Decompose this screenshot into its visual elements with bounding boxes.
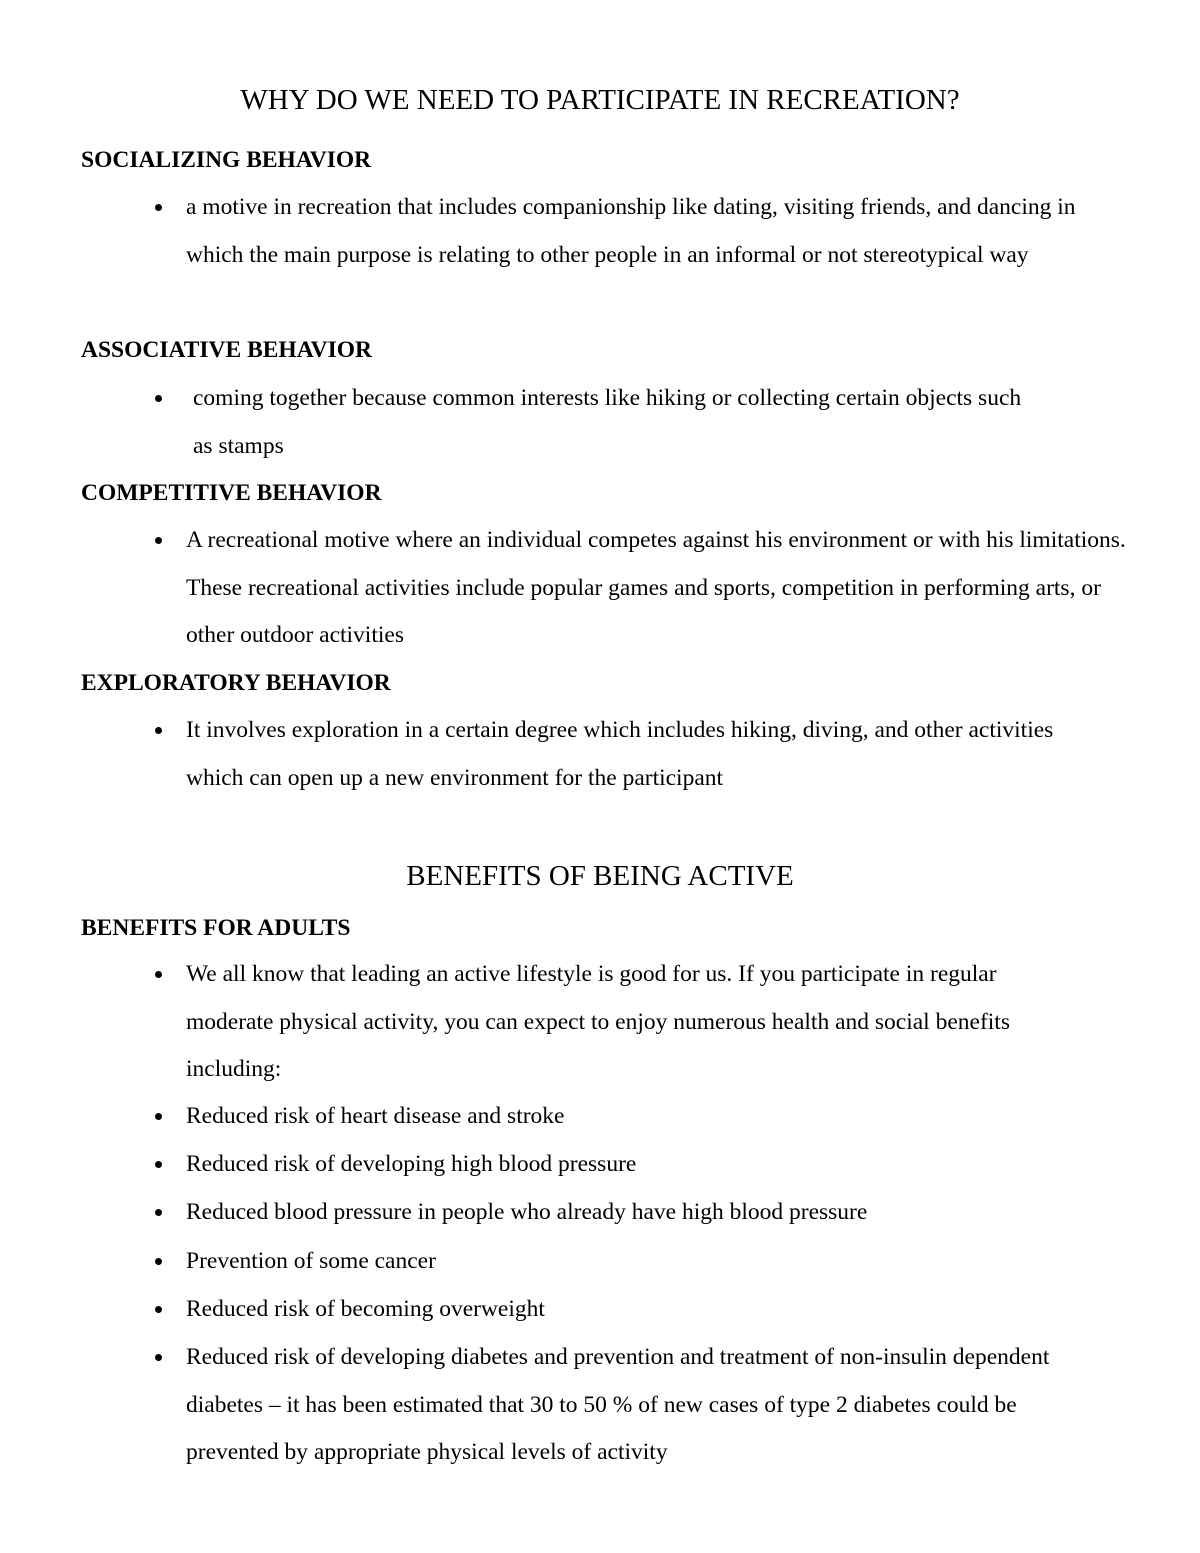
list-item-text: Reduced risk of becoming overweight	[186, 1296, 545, 1322]
bullet-icon	[155, 1258, 162, 1265]
heading-socializing-behavior: SOCIALIZING BEHAVIOR	[81, 147, 372, 173]
list-item-text: We all know that leading an active lifestyle is good for us. If you participate in regular moderate physical activity, you can expect to enjoy numerous health and social benefits including:	[186, 961, 1010, 1082]
list-item-competitive	[186, 517, 1126, 660]
heading-competitive-behavior: COMPETITIVE BEHAVIOR	[81, 480, 382, 506]
list-item-text: Reduced blood pressure in people who already have high blood pressure	[186, 1199, 868, 1225]
list-item-text: coming together because common interests like hiking or collecting certain objects such as stamps	[193, 385, 1022, 459]
bullet-icon	[155, 537, 162, 544]
bullet-icon	[155, 1161, 162, 1168]
heading-associative-behavior: ASSOCIATIVE BEHAVIOR	[81, 337, 373, 363]
list-item-text: Reduced risk of developing diabetes and prevention and treatment of non-insulin dependent diabetes – it has been estimated that 30 to 50 % of new cases of type 2 diabetes could be prevented by appropriate physical levels of activity	[186, 1344, 1050, 1465]
list-item-benefit	[186, 1141, 1126, 1189]
list-item-benefit	[186, 1189, 1126, 1237]
heading-exploratory-behavior: EXPLORATORY BEHAVIOR	[81, 670, 391, 696]
list-item-text: A recreational motive where an individual competes against his environment or with his limitations. These recreational activities include popular games and sports, competition in performing arts, or other outdoor activities	[186, 527, 1126, 648]
page-title: WHY DO WE NEED TO PARTICIPATE IN RECREATION?	[240, 84, 960, 116]
bullet-icon	[155, 727, 162, 734]
heading-benefits-for-adults: BENEFITS FOR ADULTS	[81, 915, 351, 941]
list-item-benefit	[186, 1286, 1126, 1334]
bullet-icon	[155, 1209, 162, 1216]
bullet-icon	[155, 1113, 162, 1120]
list-item-benefit	[186, 1093, 1126, 1141]
list-item-text: Prevention of some cancer	[186, 1248, 436, 1274]
bullet-icon	[155, 395, 162, 402]
bullet-icon	[155, 204, 162, 211]
bullet-icon	[155, 1354, 162, 1361]
section-title-benefits: BENEFITS OF BEING ACTIVE	[406, 860, 794, 892]
list-item-benefit	[186, 1334, 1096, 1477]
list-item-associative	[186, 375, 1043, 470]
list-item-text: It involves exploration in a certain degree which includes hiking, diving, and other activities which can open up a new environment for the participant	[186, 717, 1054, 791]
bullet-icon	[155, 971, 162, 978]
list-item-text: a motive in recreation that includes companionship like dating, visiting friends, and dancing in which the main purpose is relating to other people in an informal or not stereotypical way	[186, 194, 1076, 268]
list-item-socializing	[186, 184, 1126, 279]
list-item-text: Reduced risk of heart disease and stroke	[186, 1103, 565, 1129]
list-item-benefit	[186, 1238, 1126, 1286]
list-item-text: Reduced risk of developing high blood pressure	[186, 1151, 637, 1177]
bullet-icon	[155, 1306, 162, 1313]
list-item-exploratory	[186, 707, 1101, 802]
list-item-benefit	[186, 951, 1086, 1094]
